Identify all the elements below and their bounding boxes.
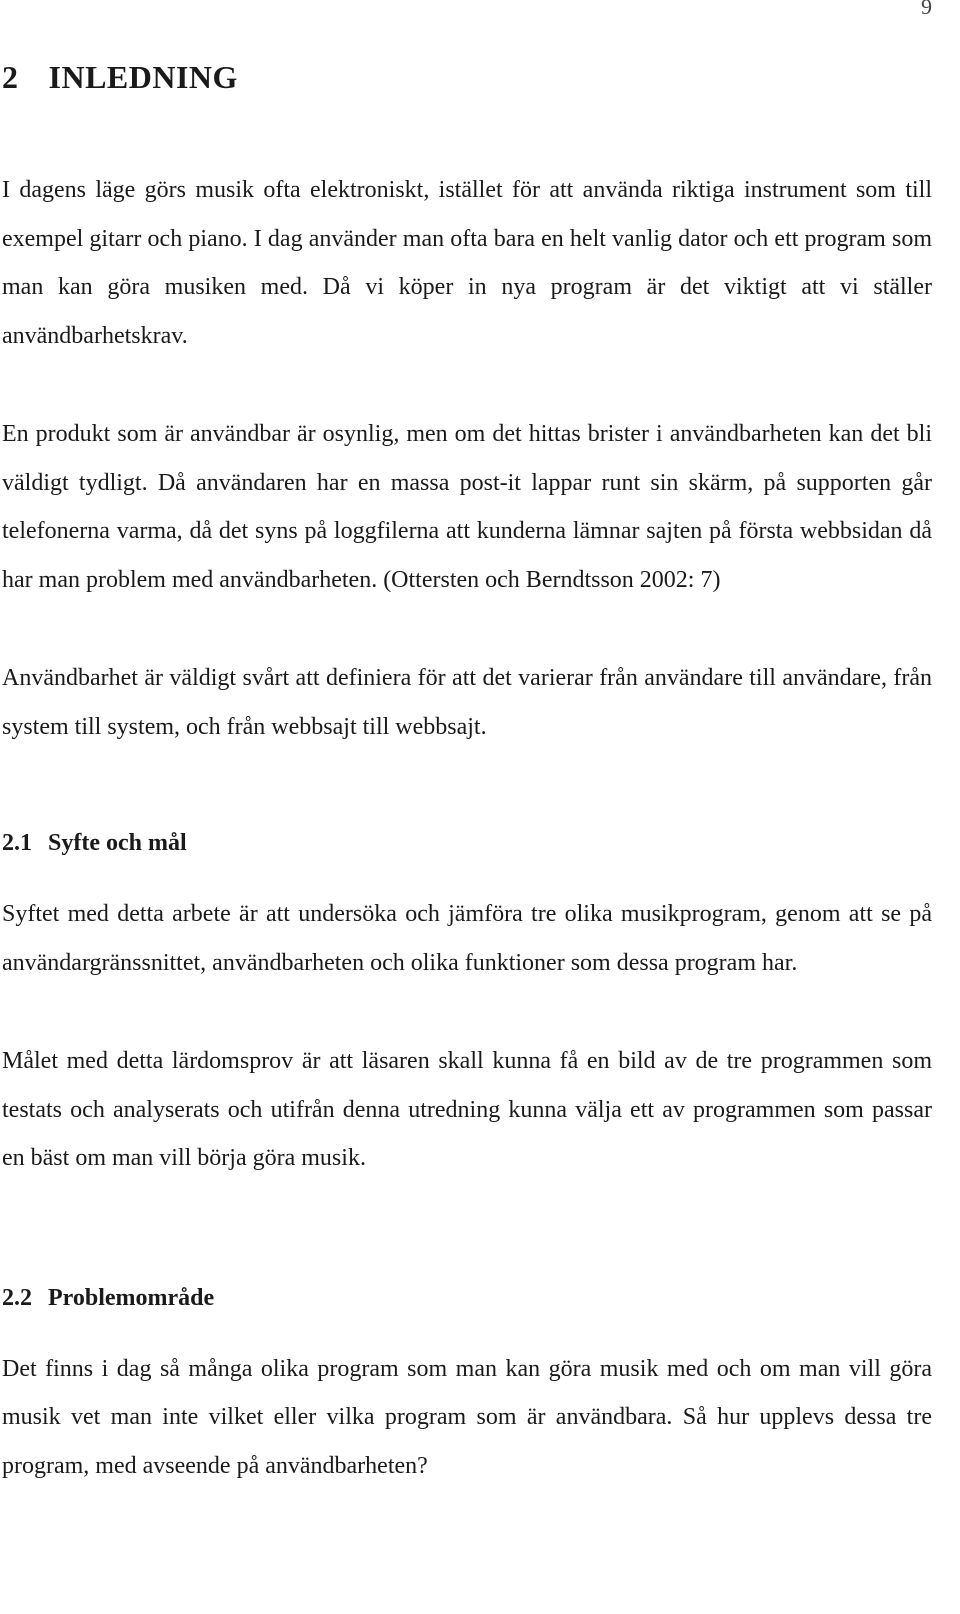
document-body	[2, 52, 932, 1490]
chapter-number: 2	[2, 59, 19, 95]
intro-paragraph-3: Användbarhet är väldigt svårt att definiera för att det varierar från användare till användare, från system till system, och från webbsajt till webbsajt.	[2, 665, 932, 740]
section-number: 2.2	[2, 1284, 32, 1311]
intro-paragraph-2: En produkt som är användbar är osynlig, men om det hittas brister i användbarheten kan det bli väldigt tydligt. Då användaren har en massa post-it lappar runt sin skärm, på supporten går telefonerna varma, då det syns på loggfilerna att kunderna lämnar sajten på första webbsidan då har man problem med användbarheten. (Ottersten och Berndtsson 2002: 7)	[2, 421, 932, 593]
problemomrade-paragraph-1: Det finns i dag så många olika program som man kan göra musik med och om man vill göra musik vet man inte vilket eller vilka program som är användbara. Så hur upplevs dessa tre program, med avseende på användbarheten?	[2, 1355, 932, 1479]
syfte-paragraph-1: Syftet med detta arbete är att undersöka och jämföra tre olika musikprogram, genom att se på användargränssnittet, användbarheten och olika funktioner som dessa program har.	[2, 901, 932, 976]
section-heading-syfte	[2, 823, 932, 863]
section-title: Syfte och mål	[48, 830, 187, 856]
section-title: Problemområde	[48, 1284, 215, 1311]
section-number: 2.1	[2, 830, 32, 856]
syfte-paragraph-2: Målet med detta lärdomsprov är att läsaren skall kunna få en bild av de tre programmen som testats och analyserats och utifrån denna utredning kunna välja ett av programmen som passar en bäst om man vill börja göra musik.	[2, 1048, 932, 1171]
chapter-heading	[2, 52, 932, 102]
page-number: 9	[921, 0, 932, 19]
section-heading-problemomrade	[2, 1278, 932, 1318]
intro-paragraph-1: I dagens läge görs musik ofta elektroniskt, istället för att använda riktiga instrument som till exempel gitarr och piano. I dag använder man ofta bara en helt vanlig dator och ett program som man kan göra musiken med. Då vi köper in nya program är det viktigt att vi ställer användbarhetskrav.	[2, 177, 932, 349]
chapter-title: INLEDNING	[48, 59, 238, 95]
